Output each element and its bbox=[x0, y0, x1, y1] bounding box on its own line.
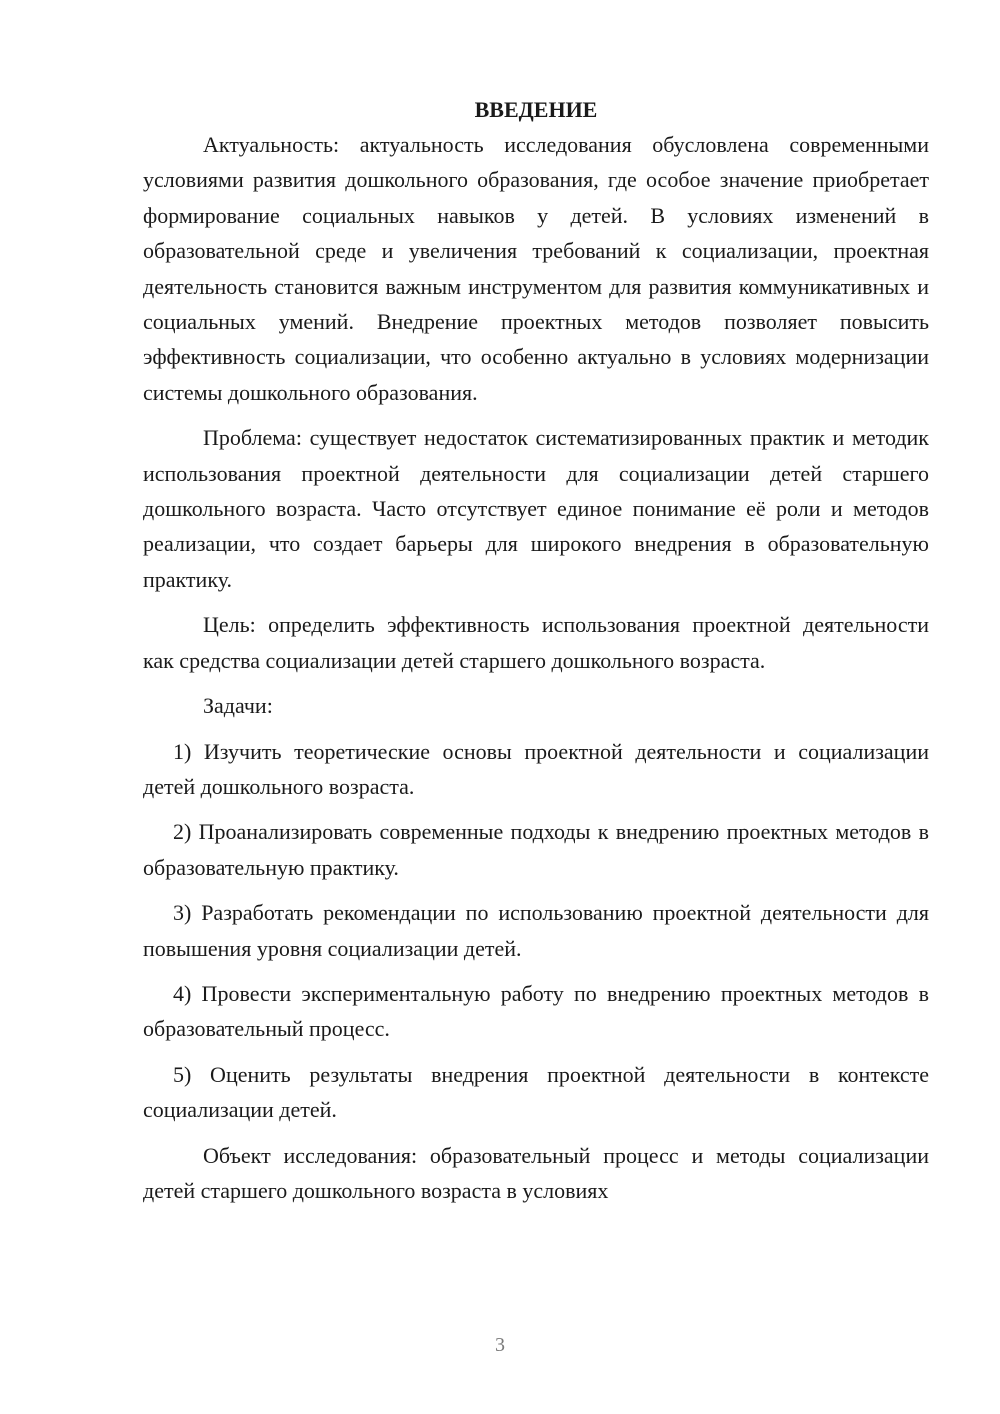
task-item-1: 1) Изучить теоретические основы проектной деятельности и социализации детей дошкольного возраста. bbox=[143, 738, 929, 799]
section-heading: ВВЕДЕНИЕ bbox=[474, 97, 598, 122]
document-page bbox=[143, 92, 929, 1208]
paragraph-object: Объект исследования: образовательный процесс и методы социализации детей старшего дошкольного возраста в условиях bbox=[143, 1142, 929, 1203]
task-item-3: 3) Разработать рекомендации по использованию проектной деятельности для повышения уровня социализации детей. bbox=[143, 900, 929, 961]
tasks-label: Задачи: bbox=[203, 693, 273, 719]
paragraph-relevance: Актуальность: актуальность исследования обусловлена современными условиями развития дошкольного образования, где особое значение приобретает формирование социальных навыков у детей. В условиях изменений в образовательной среде и увеличения требований к социализации, проектная деятельность становится важным инструментом для развития коммуникативных и социальных умений. Внедрение проектных методов позволяет повысить эффективность социализации, что особенно актуально в условиях модернизации системы дошкольного образования. bbox=[143, 132, 929, 405]
task-item-2: 2) Проанализировать современные подходы к внедрению проектных методов в образовательную практику. bbox=[143, 819, 929, 880]
task-item-4: 4) Провести экспериментальную работу по внедрению проектных методов в образовательный процесс. bbox=[143, 980, 929, 1042]
page-number: 3 bbox=[495, 1334, 505, 1356]
paragraph-problem: Проблема: существует недостаток систематизированных практик и методик использования проектной деятельности для социализации детей старшего дошкольного возраста. Часто отсутствует единое понимание её роли и методов реализации, что создает барьеры для широкого внедрения в образовательную практику. bbox=[143, 425, 929, 592]
paragraph-goal: Цель: определить эффективность использования проектной деятельности как средства социализации детей старшего дошкольного возраста. bbox=[143, 612, 929, 673]
task-item-5: 5) Оценить результаты внедрения проектной деятельности в контексте социализации детей. bbox=[143, 1061, 929, 1123]
